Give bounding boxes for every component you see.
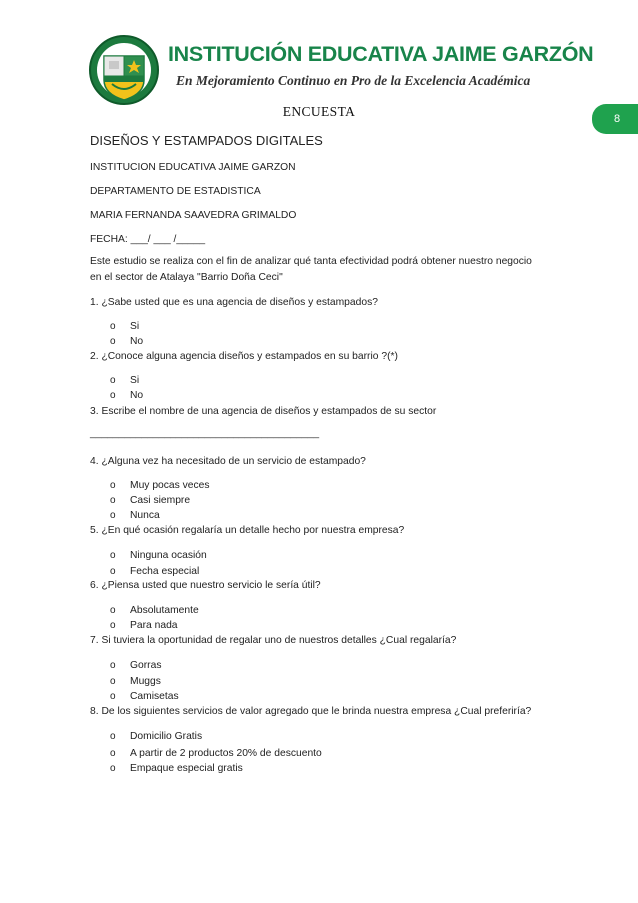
option-q2-si[interactable] [110, 375, 139, 386]
bullet-icon: o [110, 748, 116, 759]
institution-line: INSTITUCION EDUCATIVA JAIME GARZON [90, 162, 296, 173]
date-line: FECHA: ___/ ___ /_____ [90, 234, 206, 245]
option-label: Casi siempre [130, 495, 191, 506]
option-q7-gorras[interactable] [110, 660, 161, 671]
question-1: 1. ¿Sabe usted que es una agencia de diseños y estampados? [90, 297, 378, 308]
option-label: Muggs [130, 676, 161, 687]
option-label: Gorras [130, 660, 162, 671]
option-label: Empaque especial gratis [130, 763, 243, 774]
answer-line-q3[interactable]: ________________________________________ [90, 428, 320, 439]
option-q4-muy-pocas-veces[interactable] [110, 480, 210, 491]
bullet-icon: o [110, 336, 116, 347]
bullet-icon: o [110, 375, 116, 386]
question-7: 7. Si tuviera la oportunidad de regalar uno de nuestros detalles ¿Cual regalaría? [90, 635, 457, 646]
option-q2-no[interactable] [110, 390, 143, 401]
question-2: 2. ¿Conoce alguna agencia diseños y estampados en su barrio ?(*) [90, 351, 398, 362]
option-q5-ninguna-ocasion[interactable] [110, 550, 207, 561]
bullet-icon: o [110, 550, 116, 561]
intro-line-1: Este estudio se realiza con el fin de analizar qué tanta efectividad podrá obtener nuestro negocio [90, 256, 532, 267]
question-8: 8. De los siguientes servicios de valor agregado que le brinda nuestra empresa ¿Cual preferiría? [90, 706, 532, 717]
bullet-icon: o [110, 321, 116, 332]
option-q8-descuento[interactable] [110, 748, 322, 759]
department-line: DEPARTAMENTO DE ESTADISTICA [90, 186, 261, 197]
question-5: 5. ¿En qué ocasión regalaría un detalle hecho por nuestra empresa? [90, 525, 405, 536]
survey-subtitle: DISEÑOS Y ESTAMPADOS DIGITALES [90, 133, 323, 148]
bullet-icon: o [110, 566, 116, 577]
option-q1-si[interactable] [110, 321, 139, 332]
option-q8-domicilio-gratis[interactable] [110, 731, 202, 742]
bullet-icon: o [110, 620, 116, 631]
bullet-icon: o [110, 763, 116, 774]
option-q4-nunca[interactable] [110, 510, 160, 521]
page-number-tab: 8 [592, 104, 638, 134]
option-label: Domicilio Gratis [130, 731, 203, 742]
school-crest-logo [88, 34, 160, 106]
bullet-icon: o [110, 676, 116, 687]
option-label: A partir de 2 productos 20% de descuento [130, 748, 322, 759]
institution-motto: En Mejoramiento Continuo en Pro de la Excelencia Académica [176, 73, 531, 88]
bullet-icon: o [110, 390, 116, 401]
option-label: Si [130, 375, 140, 386]
question-4: 4. ¿Alguna vez ha necesitado de un servicio de estampado? [90, 456, 366, 467]
intro-line-2: en el sector de Atalaya "Barrio Doña Ceci" [90, 272, 283, 283]
bullet-icon: o [110, 480, 116, 491]
survey-title: ENCUESTA [282, 104, 356, 119]
option-label: Nunca [130, 510, 160, 521]
institution-name: INSTITUCIÓN EDUCATIVA JAIME GARZÓN [168, 42, 594, 66]
question-6: 6. ¿Piensa usted que nuestro servicio le sería útil? [90, 580, 321, 591]
option-q5-fecha-especial[interactable] [110, 566, 199, 577]
option-label: No [130, 390, 144, 401]
option-q8-empaque-especial[interactable] [110, 763, 243, 774]
option-label: Para nada [130, 620, 178, 631]
option-label: Fecha especial [130, 566, 200, 577]
option-label: Ninguna ocasión [130, 550, 207, 561]
bullet-icon: o [110, 495, 116, 506]
question-3: 3. Escribe el nombre de una agencia de diseños y estampados de su sector [90, 406, 437, 417]
bullet-icon: o [110, 691, 116, 702]
option-label: Si [130, 321, 140, 332]
option-q4-casi-siempre[interactable] [110, 495, 190, 506]
option-label: Absolutamente [130, 605, 199, 616]
page-header [88, 28, 594, 108]
option-q6-para-nada[interactable] [110, 620, 178, 631]
author-line: MARIA FERNANDA SAAVEDRA GRIMALDO [90, 210, 297, 221]
option-q6-absolutamente[interactable] [110, 605, 199, 616]
bullet-icon: o [110, 660, 116, 671]
option-label: No [130, 336, 144, 347]
bullet-icon: o [110, 605, 116, 616]
bullet-icon: o [110, 731, 116, 742]
option-q7-camisetas[interactable] [110, 691, 179, 702]
option-label: Camisetas [130, 691, 179, 702]
bullet-icon: o [110, 510, 116, 521]
option-q1-no[interactable] [110, 336, 143, 347]
option-label: Muy pocas veces [130, 480, 210, 491]
option-q7-muggs[interactable] [110, 676, 161, 687]
